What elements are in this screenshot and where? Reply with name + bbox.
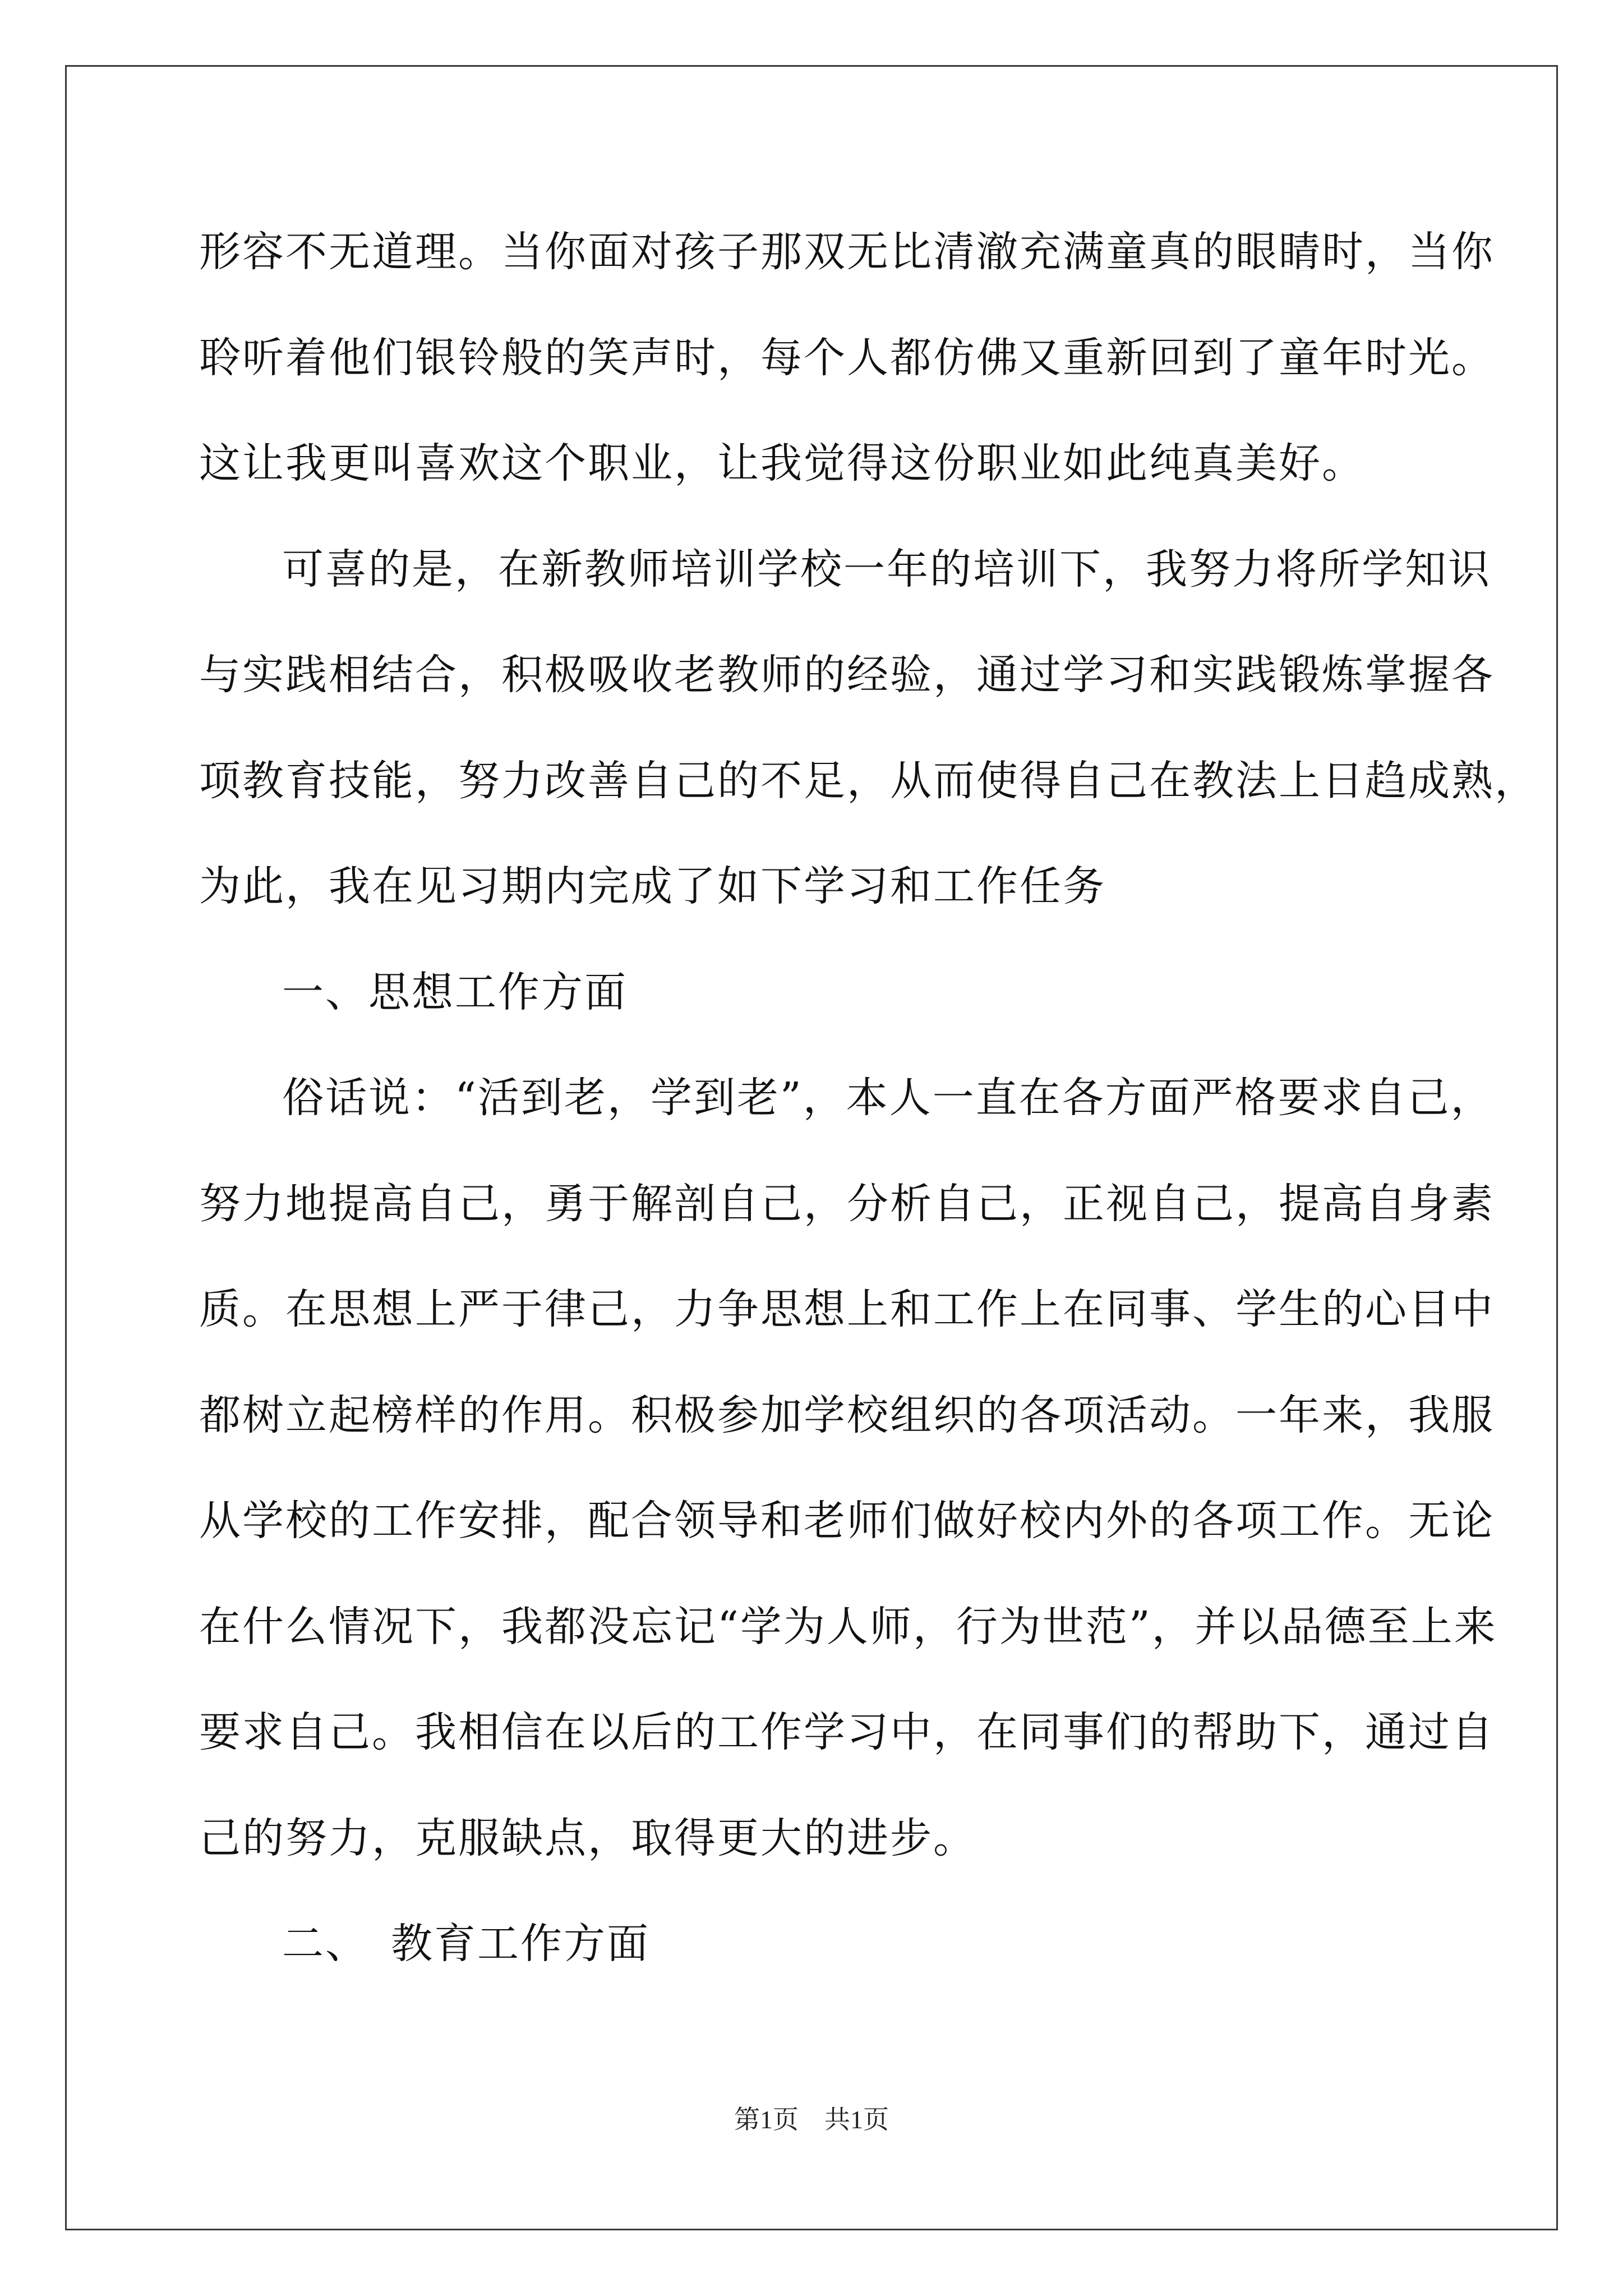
text-line: 项教育技能，努力改善自己的不足，从而使得自己在教法上日趋成熟， [199, 756, 1538, 805]
text-line: 与实践相结合，积极吸收老教师的经验，通过学习和实践锻炼掌握各 [199, 651, 1495, 699]
paragraph-start-line: 俗话说：“活到老，学到老”，本人一直在各方面严格要求自己， [282, 1074, 1494, 1122]
text-line: 从学校的工作安排，配合领导和老师们做好校内外的各项工作。无论 [199, 1497, 1495, 1545]
text-line: 为此，我在见习期内完成了如下学习和工作任务 [199, 862, 1106, 910]
text-line: 努力地提高自己，勇于解剖自己，分析自己，正视自己，提高自身素 [199, 1179, 1495, 1228]
text-line: 己的努力，克服缺点，取得更大的进步。 [199, 1814, 976, 1862]
text-line: 形容不无道理。当你面对孩子那双无比清澈充满童真的眼睛时，当你 [199, 228, 1495, 276]
paragraph-start-line: 可喜的是，在新教师培训学校一年的培训下，我努力将所学知识 [282, 545, 1491, 593]
text-line: 聆听着他们银铃般的笑声时，每个人都仿佛又重新回到了童年时光。 [199, 333, 1495, 382]
page-label: 第1页 共1页 [734, 2105, 889, 2134]
text-line: 质。在思想上严于律己，力争思想上和工作上在同事、学生的心目中 [199, 1285, 1495, 1333]
section-heading-1: 一、思想工作方面 [282, 968, 628, 1016]
document-body [199, 199, 1538, 1997]
page-number-footer [0, 2099, 1623, 2136]
section-heading-2: 二、 教育工作方面 [282, 1920, 650, 1968]
text-line: 这让我更叫喜欢这个职业，让我觉得这份职业如此纯真美好。 [199, 439, 1365, 487]
text-line: 在什么情况下，我都没忘记“学为人师，行为世范”，并以品德至上来 [199, 1602, 1497, 1651]
text-line: 要求自己。我相信在以后的工作学习中，在同事们的帮助下，通过自 [199, 1708, 1495, 1756]
text-line: 都树立起榜样的作用。积极参加学校组织的各项活动。一年来，我服 [199, 1391, 1495, 1439]
